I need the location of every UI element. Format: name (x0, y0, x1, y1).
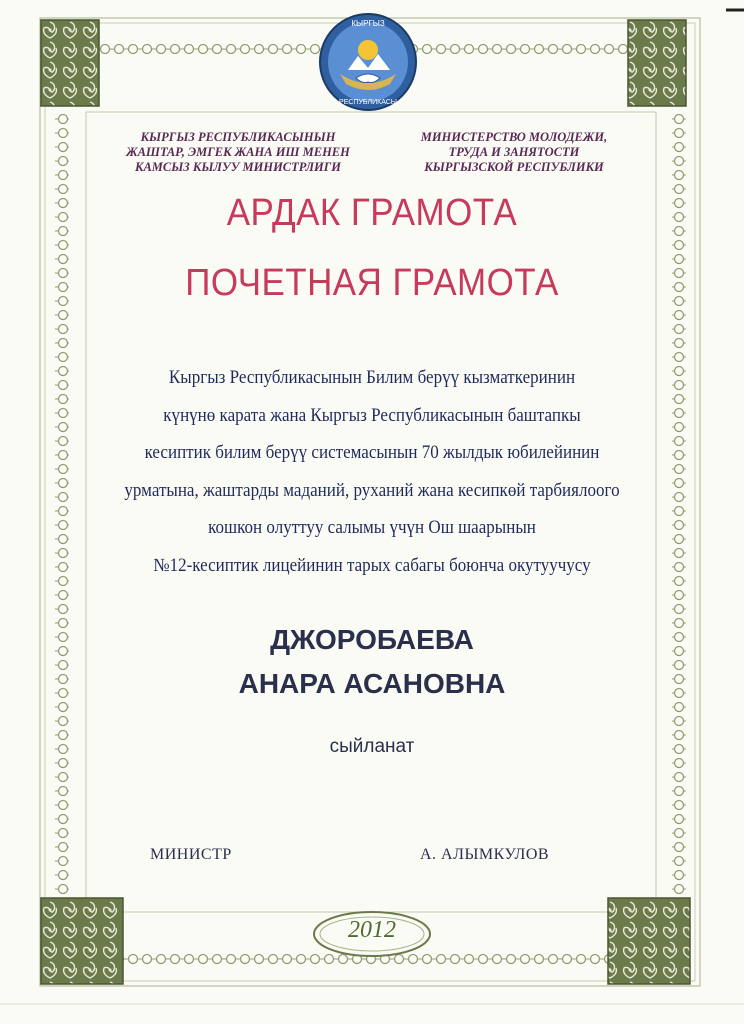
year-label: 2012 (348, 917, 396, 943)
corner-ornament-top-left (41, 20, 99, 106)
ministry-line: ТРУДА И ЗАНЯТОСТИ (448, 145, 580, 159)
ministry-line: МИНИСТЕРСТВО МОЛОДЕЖИ, (420, 130, 608, 144)
title-kyrgyz: АРДАК ГРАМОТА (226, 192, 518, 234)
awarded-word: сыйланат (329, 736, 415, 757)
ministry-name-kyrgyz (108, 130, 368, 175)
citation-line: кошкон олуттуу салымы үчүн Ош шаарынын (208, 518, 536, 538)
recipient-surname: ДЖОРОБАЕВА (270, 624, 474, 655)
citation-line: күнүнө карата жана Кыргыз Республикасынын баштапкы (163, 405, 581, 426)
recipient-given-names: АНАРА АСАНОВНА (238, 668, 506, 699)
ministry-line: КЫРГЫЗ РЕСПУБЛИКАСЫНЫН (140, 130, 336, 144)
ministry-line: КЫРГЫЗСКОЙ РЕСПУБЛИКИ (424, 160, 604, 174)
corner-ornament-bottom-right (608, 898, 690, 984)
signatory-title: МИНИСТР (150, 846, 232, 863)
corner-ornament-top-right (628, 20, 686, 106)
citation-line: №12-кесиптик лицейинин тарых сабагы боюнча окутуучусу (153, 555, 591, 576)
recipient-name (100, 618, 644, 706)
citation-line: кесиптик билим берүү системасынын 70 жылдык юбилейинин (144, 443, 600, 463)
emblem-top-text: КЫРГЫЗ (351, 19, 385, 28)
citation-line: Кыргыз Республикасынын Билим берүү кызматкеринин (168, 368, 576, 388)
signatory-name: А. АЛЫМКУЛОВ (420, 846, 550, 863)
kyrgyz-state-emblem (318, 12, 418, 112)
citation-line: урматына, жаштарды маданий, руханий жана кесипкөй тарбиялоого (124, 480, 620, 501)
ministry-name-russian (384, 130, 644, 175)
corner-ornament-bottom-left (41, 898, 123, 984)
title-russian: ПОЧЕТНАЯ ГРАМОТА (185, 262, 559, 304)
ministry-line: КАМСЫЗ КЫЛУУ МИНИСТРЛИГИ (134, 160, 342, 174)
emblem-bottom-text: РЕСПУБЛИКАСЫ (339, 99, 397, 106)
citation-text (92, 360, 652, 585)
ministry-line: ЖАШТАР, ЭМГЕК ЖАНА ИШ МЕНЕН (126, 145, 350, 159)
